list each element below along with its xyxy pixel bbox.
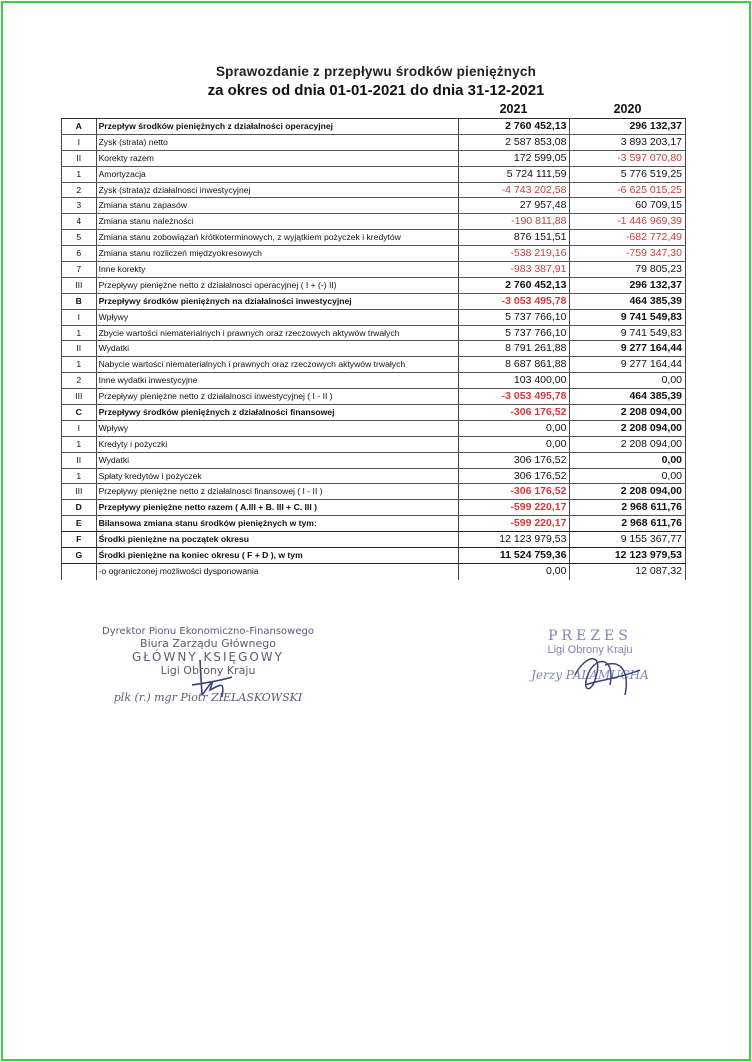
row-code: II	[61, 453, 97, 468]
value-2020: 60 709,15	[570, 198, 686, 213]
value-2020: 12 123 979,53	[570, 548, 686, 563]
table-row	[61, 230, 686, 246]
value-2020: 12 087,32	[570, 564, 686, 580]
value-2021: 306 176,52	[459, 453, 571, 468]
table-row	[61, 278, 686, 294]
row-label: -o ograniczonej możliwości dysponowania	[97, 564, 459, 580]
stamp-line-office: Biura Zarządu Głównego	[140, 637, 276, 650]
table-row	[61, 198, 686, 214]
table-row	[61, 516, 686, 532]
row-code: III	[61, 389, 97, 404]
table-row	[61, 151, 686, 167]
value-2020: 9 741 549,83	[570, 310, 686, 325]
row-code: II	[61, 151, 97, 166]
value-2021: 0,00	[459, 564, 571, 580]
value-2021: -306 176,52	[459, 484, 571, 499]
row-label: Przepływy środków pieniężnych na działalności inwestycyjnej	[97, 294, 459, 309]
value-2021: 11 524 759,36	[459, 548, 571, 563]
row-label: Zmiana stanu zobowiązań krótkoterminowych, z wyjątkiem pożyczek i kredytów	[97, 230, 459, 245]
value-2021: 5 724 111,59	[459, 167, 571, 182]
row-label: Spłaty kredytów i pożyczek	[97, 469, 459, 484]
value-2020: 464 385,39	[570, 294, 686, 309]
row-label: Środki pieniężne na początek okresu	[97, 532, 459, 547]
value-2021: -3 053 495,78	[459, 389, 571, 404]
table-row	[61, 484, 686, 500]
value-2020: 2 968 611,76	[570, 516, 686, 531]
row-label: Przepływy pieniężne netto razem ( A.III + B. III + C. III )	[97, 500, 459, 515]
table-row	[61, 326, 686, 342]
stamp-president-title: PREZES	[548, 628, 632, 644]
value-2021: 0,00	[459, 437, 571, 452]
row-label: Zmiana stanu należności	[97, 214, 459, 229]
value-2020: 9 741 549,83	[570, 326, 686, 341]
row-label: Przepływ środków pieniężnych z działalności operacyjnej	[97, 119, 459, 134]
value-2020: 79 805,23	[570, 262, 686, 277]
row-code: 1	[61, 437, 97, 452]
handwritten-signature-left	[180, 655, 240, 705]
row-code: 5	[61, 230, 97, 245]
stamp-line-role: GŁÓWNY KSIĘGOWY	[131, 650, 285, 664]
value-2020: 0,00	[570, 469, 686, 484]
row-label: Zmiana stanu rozliczeń międzyokresowych	[97, 246, 459, 261]
value-2021: -599 220,17	[459, 516, 571, 531]
table-body	[61, 118, 686, 580]
table-row	[61, 564, 686, 580]
row-code: I	[61, 135, 97, 150]
stamp-line-name: plk (r.) mgr Piotr ZIELASKOWSKI	[113, 691, 303, 704]
row-label: Inne wydatki inwestycyjne	[97, 373, 459, 388]
report-title: Sprawozdanie z przepływu środków pieniężnych	[215, 64, 537, 79]
value-2021: 0,00	[459, 421, 571, 436]
row-code: III	[61, 278, 97, 293]
row-label: Wpływy	[97, 421, 459, 436]
value-2021: -4 743 202,58	[459, 183, 571, 198]
handwritten-signature-right	[565, 640, 645, 710]
row-label: Przepływy pieniężne netto z działalnosci inwestycyjnej ( I - II )	[97, 389, 459, 404]
row-label: Wydatki	[97, 341, 459, 356]
value-2021: 2 587 853,08	[459, 135, 571, 150]
row-label: Przepływy pieniężne netto z działalnosci finansowej ( I - II )	[97, 484, 459, 499]
row-label: Przepływy środków pieniężnych z działalności finansowej	[97, 405, 459, 420]
column-header-2021: 2021	[499, 102, 528, 116]
table-row	[61, 262, 686, 278]
value-2021: 306 176,52	[459, 469, 571, 484]
value-2021: 5 737 766,10	[459, 310, 571, 325]
value-2020: 464 385,39	[570, 389, 686, 404]
value-2021: 2 760 452,13	[459, 119, 571, 134]
value-2020: 2 208 094,00	[570, 484, 686, 499]
row-label: Zysk (strata)z działalnosci inwestycyjnej	[97, 183, 459, 198]
value-2021: 103 400,00	[459, 373, 571, 388]
value-2020: 2 208 094,00	[570, 405, 686, 420]
value-2021: -190 811,88	[459, 214, 571, 229]
row-code: 7	[61, 262, 97, 277]
row-label: Zmiana stanu zapasów	[97, 198, 459, 213]
row-label: Zbycie wartości niematerialnych i prawnych oraz rzeczowych aktywów trwałych	[97, 326, 459, 341]
row-code: I	[61, 310, 97, 325]
table-row	[61, 246, 686, 262]
row-code: 4	[61, 214, 97, 229]
value-2021: 8 791 261,88	[459, 341, 571, 356]
row-code: 1	[61, 167, 97, 182]
value-2020: -3 597 070,80	[570, 151, 686, 166]
value-2020: -682 772,49	[570, 230, 686, 245]
table-row	[61, 532, 686, 548]
value-2020: 296 132,37	[570, 119, 686, 134]
row-label: Kredyty i pożyczki	[97, 437, 459, 452]
table-row	[61, 548, 686, 564]
value-2020: 296 132,37	[570, 278, 686, 293]
stamp-president-org: Ligi Obrony Kraju	[547, 644, 633, 656]
row-code: B	[61, 294, 97, 309]
report-period: za okres od dnia 01-01-2021 do dnia 31-12-2021	[207, 82, 545, 99]
table-row	[61, 183, 686, 199]
value-2020: -759 347,30	[570, 246, 686, 261]
row-code: F	[61, 532, 97, 547]
row-label: Środki pieniężne na koniec okresu ( F + D ), w tym	[97, 548, 459, 563]
row-label: Korekty razem	[97, 151, 459, 166]
row-code: II	[61, 341, 97, 356]
row-code: 2	[61, 183, 97, 198]
value-2020: 9 277 164,44	[570, 341, 686, 356]
value-2021: -306 176,52	[459, 405, 571, 420]
row-code: 1	[61, 469, 97, 484]
value-2021: -983 387,91	[459, 262, 571, 277]
row-label: Amortyzacja	[97, 167, 459, 182]
value-2021: 2 760 452,13	[459, 278, 571, 293]
value-2021: 27 957,48	[459, 198, 571, 213]
row-code: G	[61, 548, 97, 563]
table-row	[61, 389, 686, 405]
table-row	[61, 310, 686, 326]
row-code: I	[61, 421, 97, 436]
table-row	[61, 405, 686, 421]
table-row	[61, 469, 686, 485]
table-row	[61, 214, 686, 230]
stamp-line-title: Dyrektor Pionu Ekonomiczno-Finansowego	[102, 626, 314, 637]
value-2020: 9 277 164,44	[570, 357, 686, 372]
value-2020: 0,00	[570, 373, 686, 388]
value-2020: 9 155 367,77	[570, 532, 686, 547]
row-code	[61, 564, 97, 580]
table-row	[61, 500, 686, 516]
row-code: III	[61, 484, 97, 499]
column-header-2020: 2020	[613, 102, 642, 116]
value-2021: 12 123 979,53	[459, 532, 571, 547]
value-2021: 172 599,05	[459, 151, 571, 166]
table-row	[61, 453, 686, 469]
row-label: Nabycie wartości niematerialnych i prawnych oraz rzeczowych aktywów trwałych	[97, 357, 459, 372]
value-2021: 8 687 861,88	[459, 357, 571, 372]
value-2020: 5 776 519,25	[570, 167, 686, 182]
row-code: 3	[61, 198, 97, 213]
table-row	[61, 421, 686, 437]
table-row	[61, 119, 686, 135]
value-2021: 5 737 766,10	[459, 326, 571, 341]
value-2020: 2 968 611,76	[570, 500, 686, 515]
row-label: Inne korekty	[97, 262, 459, 277]
value-2021: -599 220,17	[459, 500, 571, 515]
row-code: 1	[61, 326, 97, 341]
table-row	[61, 294, 686, 310]
table-row	[61, 167, 686, 183]
value-2020: 2 208 094,00	[570, 421, 686, 436]
value-2020: -1 446 969,39	[570, 214, 686, 229]
table-row	[61, 135, 686, 151]
value-2020: 0,00	[570, 453, 686, 468]
table-row	[61, 357, 686, 373]
value-2020: -6 625 015,25	[570, 183, 686, 198]
row-code: D	[61, 500, 97, 515]
row-code: 2	[61, 373, 97, 388]
row-code: C	[61, 405, 97, 420]
table-row	[61, 373, 686, 389]
row-label: Wydatki	[97, 453, 459, 468]
value-2021: 876 151,51	[459, 230, 571, 245]
stamp-line-org: Ligi Obrony Kraju	[160, 664, 256, 677]
value-2020: 3 893 203,17	[570, 135, 686, 150]
row-code: 1	[61, 357, 97, 372]
table-row	[61, 437, 686, 453]
value-2021: -3 053 495,78	[459, 294, 571, 309]
row-label: Zysk (strata) netto	[97, 135, 459, 150]
stamp-president-name: Jerzy PALAMUCHA	[531, 668, 649, 682]
value-2020: 2 208 094,00	[570, 437, 686, 452]
row-label: Wpływy	[97, 310, 459, 325]
row-code: 6	[61, 246, 97, 261]
table-row	[61, 341, 686, 357]
row-label: Bilansowa zmiana stanu środków pieniężnych w tym:	[97, 516, 459, 531]
row-code: A	[61, 119, 97, 134]
value-2021: -538 219,16	[459, 246, 571, 261]
row-code: E	[61, 516, 97, 531]
row-label: Przepływy pieniężne netto z działalnosci operacyjnej ( I + (-) II)	[97, 278, 459, 293]
